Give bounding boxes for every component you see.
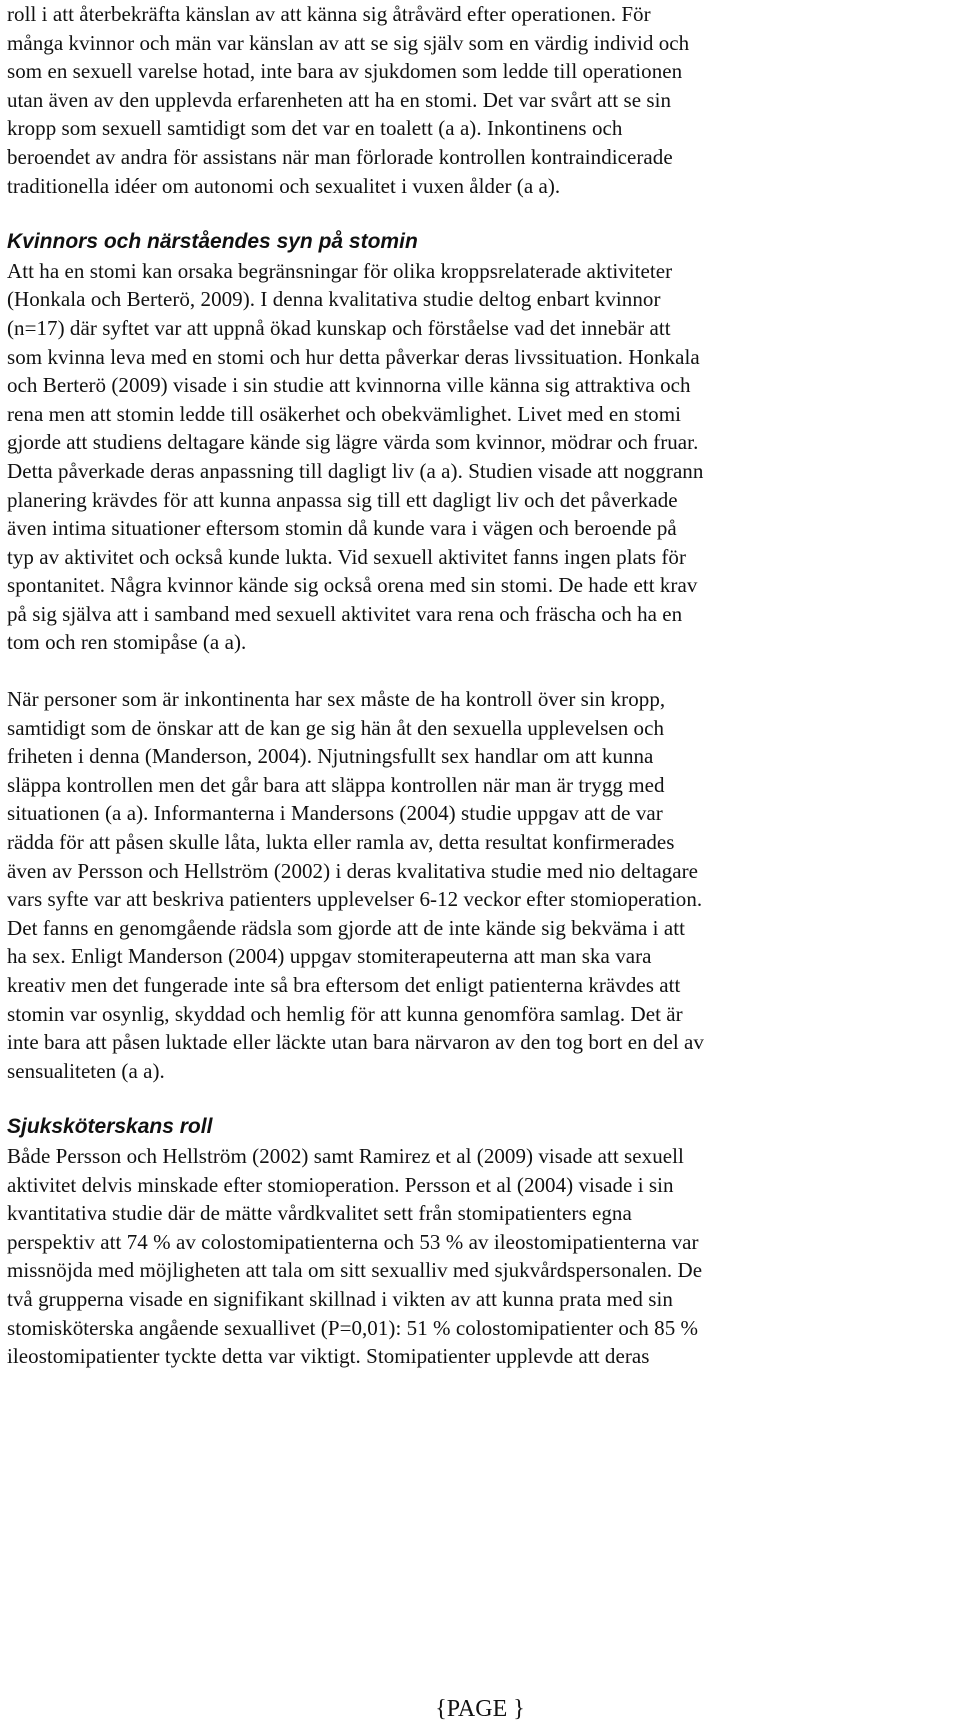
- text-line: Att ha en stomi kan orsaka begränsningar för olika kroppsrelaterade aktiviteter: [7, 258, 673, 283]
- text-line: Både Persson och Hellström (2002) samt Ramirez et al (2009) visade att sexuell: [7, 1143, 684, 1168]
- text-line: släppa kontrollen men det går bara att släppa kontrollen när man är trygg med: [7, 772, 665, 797]
- text-line: gjorde att studiens deltagare kände sig lägre värda som kvinnor, mödrar och fruar.: [7, 430, 699, 455]
- text-line: aktivitet delvis minskade efter stomioperation. Persson et al (2004) visade i sin: [7, 1172, 674, 1197]
- text-line: beroendet av andra för assistans när man förlorade kontrollen kontraindicerade: [7, 144, 673, 169]
- text-line: stomin var osynlig, skyddad och hemlig för att kunna genomföra samlag. Det är: [7, 1001, 683, 1026]
- paragraph-sexual-identity: [7, 0, 953, 200]
- text-line: situationen (a a). Informanterna i Mandersons (2004) studie uppgav att de var: [7, 801, 663, 826]
- text-line: två grupperna visade en signifikant skillnad i vikten av att kunna prata med sin: [7, 1286, 673, 1311]
- text-line: ha sex. Enligt Manderson (2004) uppgav stomiterapeuterna att man ska vara: [7, 944, 652, 969]
- text-line: kropp som sexuell samtidigt som det var en toalett (a a). Inkontinens och: [7, 116, 623, 141]
- text-line: även av Persson och Hellström (2002) i deras kvalitativa studie med nio deltagare: [7, 858, 699, 883]
- paragraph-persson-hellstrom: [7, 1142, 953, 1371]
- text-line: vars syfte var att beskriva patienters upplevelser 6-12 veckor efter stomioperation.: [7, 887, 703, 912]
- text-line: och Berterö (2009) visade i sin studie att kvinnorna ville känna sig attraktiva och: [7, 373, 691, 398]
- text-line: inte bara att påsen luktade eller läckte utan bara närvaron av den tog bort en del av: [7, 1030, 704, 1055]
- text-line: även intima situationer eftersom stomin då kunde vara i vägen och beroende på: [7, 516, 677, 541]
- paragraph-spacer: [7, 657, 953, 685]
- text-line: samtidigt som de önskar att de kan ge sig hän åt den sexuella upplevelsen och: [7, 715, 665, 740]
- page-number-field: {PAGE }: [435, 1696, 525, 1722]
- text-line: utan även av den upplevda erfarenheten att ha en stomi. Det var svårt att se sin: [7, 87, 672, 112]
- text-line: rena men att stomin ledde till osäkerhet och obekvämlighet. Livet med en stomi: [7, 401, 681, 426]
- text-line: planering krävdes för att kunna anpassa sig till ett dagligt liv och det påverkade: [7, 487, 678, 512]
- text-line: ileostomipatienter tyckte detta var viktigt. Stomipatienter upplevde att deras: [7, 1344, 650, 1369]
- text-line: som en sexuell varelse hotad, inte bara av sjukdomen som ledde till operationen: [7, 59, 683, 84]
- section-heading-nurse-role: Sjuksköterskans roll: [7, 1115, 213, 1139]
- text-line: på sig själva att i samband med sexuell aktivitet vara rena och fräscha och ha en: [7, 601, 683, 626]
- paragraph-honkala-berterö: [7, 257, 953, 657]
- text-line: många kvinnor och män var känslan av att se sig själv som en värdig individ och: [7, 30, 690, 55]
- text-line: roll i att återbekräfta känslan av att känna sig åtråvärd efter operationen. För: [7, 2, 651, 26]
- text-line: (n=17) där syftet var att uppnå ökad kunskap och förståelse vad det innebär att: [7, 315, 671, 340]
- text-line: kvantitativa studie där de mätte vårdkvalitet sett från stomipatienters egna: [7, 1201, 632, 1226]
- text-line: (Honkala och Berterö, 2009). I denna kvalitativa studie deltog enbart kvinnor: [7, 287, 661, 312]
- text-line: perspektiv att 74 % av colostomipatienterna och 53 % av ileostomipatienterna var: [7, 1229, 699, 1254]
- text-line: rädda för att påsen skulle låta, lukta eller ramla av, detta resultat konfirmerades: [7, 830, 675, 855]
- text-line: friheten i denna (Manderson, 2004). Njutningsfullt sex handlar om att kunna: [7, 744, 654, 769]
- text-line: Det fanns en genomgående rädsla som gjorde att de inte kände sig bekväma i att: [7, 915, 686, 940]
- text-line: Detta påverkade deras anpassning till dagligt liv (a a). Studien visade att noggrann: [7, 458, 704, 483]
- section-heading-views-on-stoma: Kvinnors och närståendes syn på stomin: [7, 230, 418, 254]
- text-line: som kvinna leva med en stomi och hur detta påverkar deras livssituation. Honkala: [7, 344, 700, 369]
- document-page: [7, 0, 953, 1371]
- text-line: stomisköterska angående sexuallivet (P=0,01): 51 % colostomipatienter och 85 %: [7, 1315, 699, 1340]
- paragraph-incontinence-control: [7, 685, 953, 1085]
- text-line: spontanitet. Några kvinnor kände sig också orena med sin stomi. De hade ett krav: [7, 573, 698, 598]
- text-line: traditionella idéer om autonomi och sexualitet i vuxen ålder (a a).: [7, 173, 561, 198]
- paragraph-spacer: [7, 200, 953, 228]
- text-line: kreativ men det fungerade inte så bra eftersom det enligt patienterna krävdes att: [7, 973, 681, 997]
- text-line: sensualiteten (a a).: [7, 1058, 165, 1083]
- text-line: När personer som är inkontinenta har sex måste de ha kontroll över sin kropp,: [7, 687, 666, 712]
- text-line: typ av aktivitet och också kunde lukta. Vid sexuell aktivitet fanns ingen plats för: [7, 544, 687, 569]
- text-line: missnöjda med möjligheten att tala om sitt sexualliv med sjukvårdspersonalen. De: [7, 1258, 703, 1283]
- paragraph-spacer: [7, 1085, 953, 1113]
- text-line: tom och ren stomipåse (a a).: [7, 630, 247, 655]
